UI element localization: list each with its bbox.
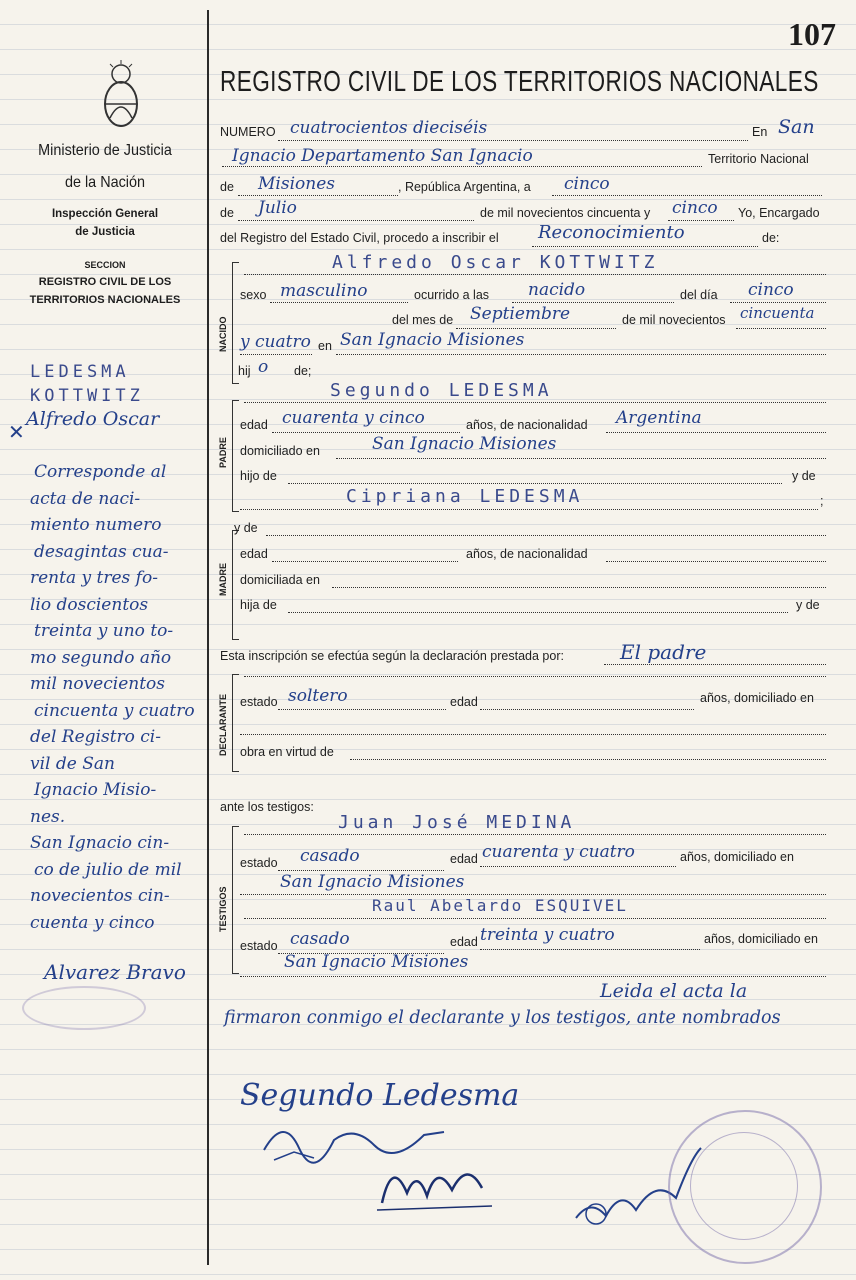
madre-section-label: MADRE [218, 563, 228, 596]
registry-label-1: REGISTRO CIVIL DE LOS [38, 276, 172, 288]
margin-surname-1: LEDESMA [30, 362, 130, 382]
ocurrido-value: nacido [528, 280, 586, 300]
padre-anios-label: años, de nacionalidad [466, 418, 588, 432]
nacido-section-label: NACIDO [218, 316, 228, 352]
del-dia-label: del día [680, 288, 718, 302]
witness-1-domicilio: San Ignacio Misiones [280, 872, 465, 892]
margin-note-line: San Ignacio cin- [30, 833, 170, 853]
margin-mark: ✕ [8, 422, 25, 444]
madre-hija-de-label: hija de [240, 598, 277, 612]
testigos-section-label: TESTIGOS [218, 886, 228, 932]
mil-label: de mil novecientos [622, 313, 726, 327]
mil-value: cincuenta [740, 304, 815, 322]
margin-note-line: Corresponde al [34, 462, 167, 482]
declarante-section-label: DECLARANTE [218, 694, 228, 756]
sexo-label: sexo [240, 288, 267, 302]
witness-2-anios-label: años, domiciliado en [704, 932, 818, 946]
hijo-label: hij [238, 364, 251, 378]
padre-nacionalidad-value: Argentina [616, 408, 702, 428]
registro-label: del Registro del Estado Civil, procedo a inscribir el [220, 231, 499, 245]
ocurrido-label: ocurrido a las [414, 288, 490, 302]
declarante-estado-label: estado [240, 695, 278, 709]
en-label-nacido: en [318, 339, 332, 353]
margin-note-line: nes. [30, 806, 66, 827]
margin-note-line: lio doscientos [30, 594, 149, 615]
madre-domiciliada-label: domiciliada en [240, 573, 320, 587]
ministry-label: Ministerio de Justicia [38, 142, 172, 159]
witness-2-edad-value: treinta y cuatro [480, 925, 615, 945]
year-value: cinco [672, 198, 718, 218]
witness-1-name: Juan José MEDINA [338, 812, 576, 833]
declarante-edad-label: edad [450, 695, 478, 709]
nacido-name: Alfredo Oscar KOTTWITZ [332, 252, 659, 273]
padre-name: Segundo LEDESMA [330, 380, 553, 401]
witness-1-anios-label: años, domiciliado en [680, 850, 794, 864]
witness-2-edad-label: edad [450, 935, 478, 949]
padre-section-label: PADRE [218, 437, 228, 468]
margin-note-line: miento numero [30, 515, 162, 535]
hijo-value: o [258, 357, 269, 377]
de-label: de [220, 180, 234, 194]
padre-y-de-label: y de [792, 469, 816, 483]
year-cont-value: y cuatro [240, 332, 311, 352]
madre-y-de-label-2: y de [796, 598, 820, 612]
de-semicolon-label: de; [294, 364, 312, 378]
madre-bracket [232, 530, 239, 640]
witness-2-estado-value: casado [290, 929, 350, 949]
section-label: SECCION [84, 260, 126, 270]
margin-given-names: Alfredo Oscar [26, 408, 160, 430]
day-value: cinco [564, 174, 610, 194]
margin-signature: Alvarez Bravo [44, 960, 186, 984]
testigos-label: ante los testigos: [220, 800, 314, 814]
padre-semicolon: ; [820, 494, 824, 508]
margin-note-line: del Registro ci- [30, 727, 161, 747]
madre-y-de-label: y de [234, 521, 258, 535]
padre-bracket [232, 400, 239, 512]
margin-note-line: co de julio de mil [34, 859, 182, 880]
margin-note-line: Ignacio Misio- [34, 780, 157, 800]
en-label: En [752, 125, 768, 139]
margin-note-line: novecientos cin- [30, 886, 170, 906]
padre-domiciliado-label: domiciliado en [240, 444, 320, 458]
margin-surname-2: KOTTWITZ [30, 386, 144, 406]
lugar-value: San Ignacio Misiones [340, 330, 525, 350]
closing-line-1: Leida el acta la [600, 980, 748, 1002]
witness-2-estado-label: estado [240, 939, 278, 953]
official-seal-inner-icon [690, 1132, 798, 1240]
numero-label: NUMERO [220, 125, 276, 139]
padre-mother-name: Cipriana LEDESMA [346, 486, 584, 507]
madre-edad-label: edad [240, 547, 268, 561]
sexo-value: masculino [280, 281, 368, 301]
place-value: Ignacio Departamento San Ignacio [232, 146, 533, 166]
mes-label: del mes de [392, 313, 454, 327]
declarante-estado-value: soltero [288, 686, 348, 706]
witness-2-name: Raul Abelardo ESQUIVEL [372, 896, 628, 915]
margin-note-line: vil de San [30, 753, 115, 774]
witness-2-domicilio: San Ignacio Misiones [284, 952, 469, 972]
margin-note-line: cincuenta y cuatro [34, 700, 195, 721]
margin-note-line: mil novecientos [30, 674, 166, 694]
encargado-label: Yo, Encargado [738, 206, 820, 220]
en-value: San [778, 116, 815, 138]
margin-note-line: acta de naci- [30, 488, 141, 509]
testigos-bracket [232, 826, 239, 974]
padre-domicilio-value: San Ignacio Misiones [372, 434, 557, 454]
margin-note-line: renta y tres fo- [30, 568, 158, 588]
de-label-2: de [220, 206, 234, 220]
dia-value: cinco [748, 280, 794, 300]
de-colon-label: de: [762, 231, 780, 245]
padre-edad-value: cuarenta y cinco [282, 408, 425, 428]
margin-note-line: mo segundo año [30, 647, 172, 668]
act-type-value: Reconocimiento [538, 222, 685, 243]
year-label: de mil novecientos cincuenta y [480, 206, 651, 220]
witness-1-edad-value: cuarenta y cuatro [482, 842, 635, 862]
document-title: REGISTRO CIVIL DE LOS TERRITORIOS NACIONALES [220, 66, 819, 98]
inspection-label-2: de Justicia [75, 226, 135, 238]
declaracion-value: El padre [620, 640, 707, 664]
margin-seal [22, 986, 146, 1030]
margin-note-line: desagintas cua- [34, 541, 169, 562]
numero-value: cuatrocientos dieciséis [290, 118, 488, 138]
declaracion-label: Esta inscripción se efectúa según la declaración prestada por: [220, 649, 564, 663]
declarante-anios-label: años, domiciliado en [700, 691, 814, 705]
margin-note-line: treinta y uno to- [34, 621, 174, 641]
signature-scribble-2-icon [372, 1148, 502, 1218]
month-value: Julio [258, 198, 297, 218]
madre-anios-label: años, de nacionalidad [466, 547, 588, 561]
coat-of-arms-icon [96, 60, 146, 132]
padre-hijo-de-label: hijo de [240, 469, 277, 483]
margin-note-line: cuenta y cinco [30, 912, 155, 933]
territory-value: Misiones [258, 174, 335, 194]
margin-divider [207, 10, 209, 1265]
nation-label: de la Nación [64, 174, 146, 191]
mes-value: Septiembre [470, 304, 571, 324]
signature-declarante: Segundo Ledesma [240, 1078, 520, 1113]
declarante-bracket [232, 674, 239, 772]
inspection-label-1: Inspección General [51, 208, 159, 220]
closing-line-2: firmaron conmigo el declarante y los testigos, ante nombrados [224, 1008, 781, 1028]
witness-1-edad-label: edad [450, 852, 478, 866]
declarante-obra-label: obra en virtud de [240, 745, 334, 759]
page-number: 107 [788, 16, 836, 52]
republica-label: , República Argentina, a [398, 180, 531, 194]
witness-1-estado-value: casado [300, 846, 360, 866]
padre-edad-label: edad [240, 418, 268, 432]
territorio-label: Territorio Nacional [708, 152, 809, 166]
registry-label-2: TERRITORIOS NACIONALES [29, 294, 181, 306]
witness-1-estado-label: estado [240, 856, 278, 870]
